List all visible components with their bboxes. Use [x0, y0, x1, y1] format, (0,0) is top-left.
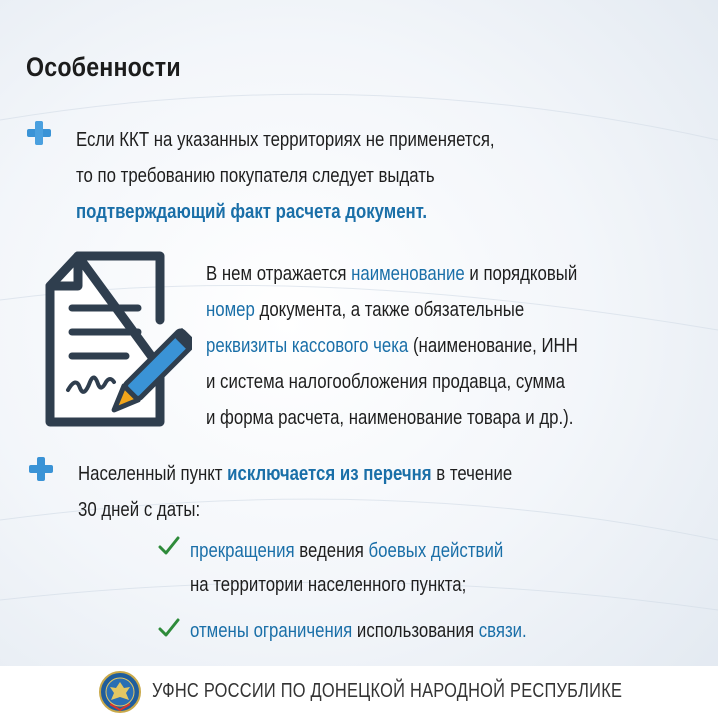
fns-emblem-icon: [98, 670, 142, 714]
block3-line1-part3: в течение: [431, 463, 513, 485]
block1-text: [76, 122, 495, 230]
page-title: Особенности: [26, 52, 181, 82]
block2-line3-part2: (наименование, ИНН: [408, 335, 578, 357]
block3-line2: 30 дней с даты:: [78, 499, 201, 521]
block2-line1: [206, 256, 578, 292]
block2-line5: и форма расчета, наименование товара и др.).: [206, 407, 574, 429]
plus-icon: [26, 120, 52, 146]
check2-highlight1: отмены ограничения: [190, 620, 353, 642]
block3-text: [78, 456, 512, 528]
check1-line2: на территории населенного пункта;: [190, 574, 467, 596]
check2-line1: [190, 614, 527, 648]
block2-line1-highlight: наименование: [351, 263, 465, 285]
block2-line3-highlight: реквизиты кассового чека: [206, 335, 409, 357]
check2-part2: использования: [352, 620, 479, 642]
block2-line2-part2: документа, а также обязательные: [254, 299, 525, 321]
check1-text: [190, 534, 503, 602]
block3-line1: [78, 456, 512, 492]
block2-line3: [206, 328, 578, 364]
block3-line1-highlight: исключается из перечня: [227, 463, 432, 485]
block1-line1: Если ККТ на указанных территориях не применяется,: [76, 129, 495, 151]
document-signature-icon: [42, 250, 192, 430]
check-icon: [158, 536, 180, 556]
block2-line1-part3: и порядковый: [464, 263, 578, 285]
block3-line1-part1: Населенный пункт: [78, 463, 228, 485]
check-icon: [158, 618, 180, 638]
block2-line4: и система налогообложения продавца, сумма: [206, 371, 565, 393]
block2-line2: [206, 292, 578, 328]
check2-highlight2: связи.: [478, 620, 527, 642]
check1-highlight2: боевых действий: [368, 540, 504, 562]
check1-line1: [190, 534, 503, 568]
check2-text: [190, 614, 527, 648]
block2-text: [206, 256, 578, 436]
block1-line2: то по требованию покупателя следует выдать: [76, 165, 435, 187]
footer-organization-name: УФНС РОССИИ ПО ДОНЕЦКОЙ НАРОДНОЙ РЕСПУБЛИКЕ: [152, 680, 623, 702]
block2-line2-highlight: номер: [206, 299, 255, 321]
check1-part2: ведения: [294, 540, 369, 562]
check1-highlight1: прекращения: [190, 540, 295, 562]
plus-icon: [28, 456, 54, 482]
block2-line1-part1: В нем отражается: [206, 263, 352, 285]
block1-line3: подтверждающий факт расчета документ.: [76, 201, 428, 223]
